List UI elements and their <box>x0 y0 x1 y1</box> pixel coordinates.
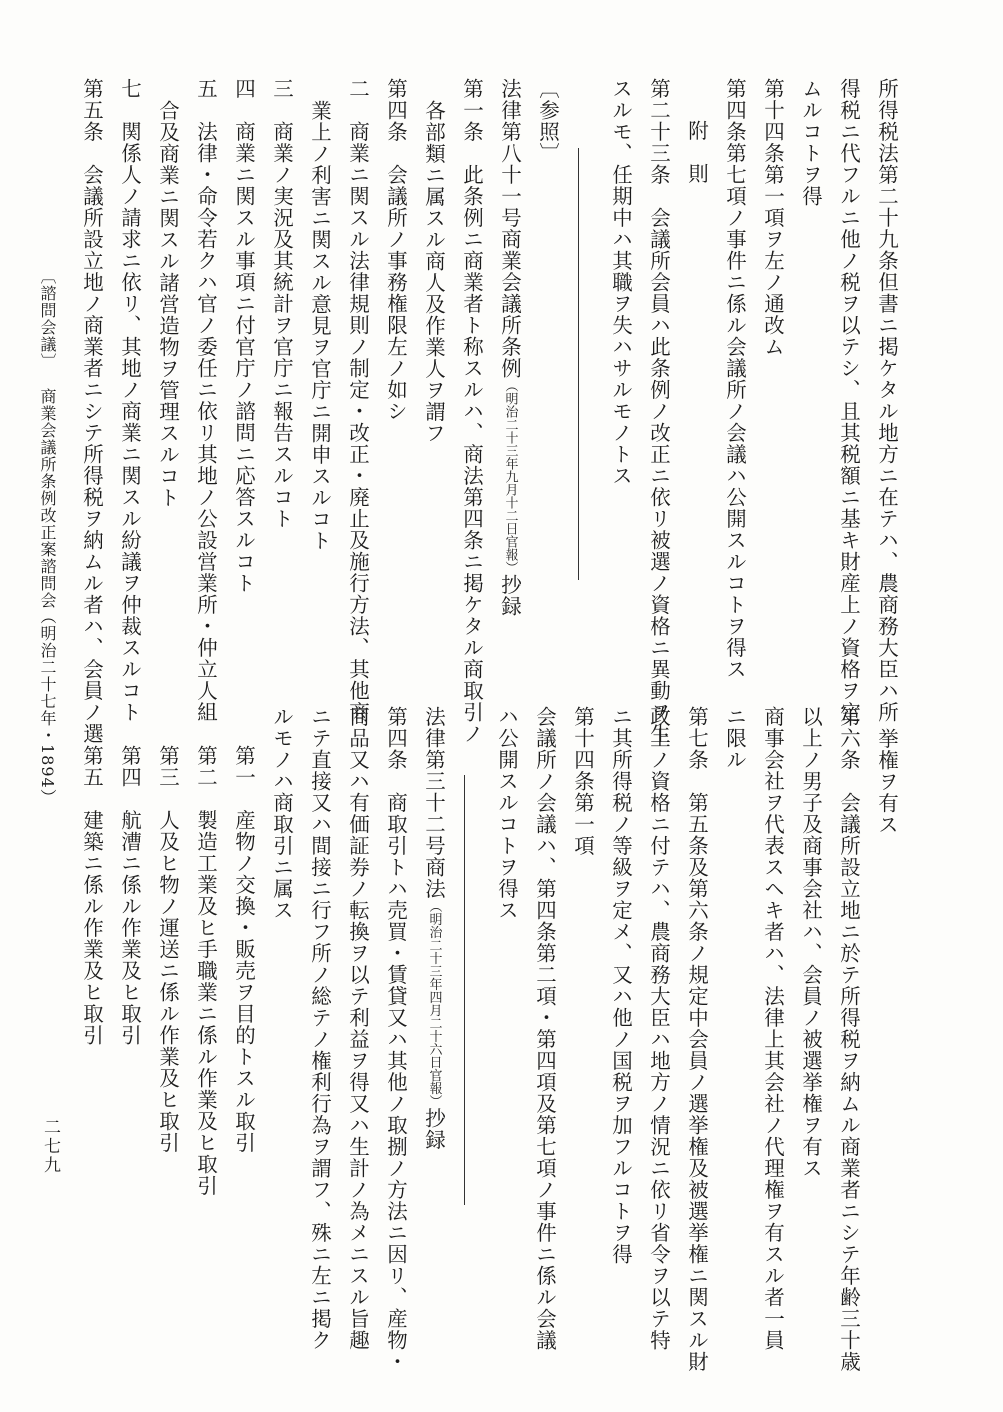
divider-rule <box>578 148 579 580</box>
text-line: 商品又ハ有価証券ノ転換ヲ以テ利益ヲ得又ハ生計ノ為メニスル旨趣 <box>345 706 370 1351</box>
text-line: ムルコトヲ得 <box>798 78 823 207</box>
header-label: 〔諮問会議〕 <box>38 268 57 370</box>
header-title: 商業会議所条例改正案諮問会 <box>38 388 57 609</box>
section-heading: 附 則 <box>684 120 709 185</box>
text-line: 第二十三条 会議所会員ハ此条例ノ改正ニ依リ被選ノ資格ニ異動ヲ生 <box>646 78 671 745</box>
text-line: 二 商業ニ関スル法律規則ノ制定・改正・廃止及施行方法、其他商 <box>345 78 370 723</box>
text-line: 第五 建築ニ係ル作業及ヒ取引 <box>79 745 104 1046</box>
text-line: 得税ニ代フルニ他ノ税ヲ以テシ、且其税額ニ基キ財産上ノ資格ヲ定 <box>836 78 861 723</box>
text-line: 第一条 此条例ニ商業者ト称スルハ、商法第四条ニ掲ケタル商取引ノ <box>459 78 484 745</box>
law-suffix: 抄録 <box>497 574 522 617</box>
text-line: ニ限ル <box>722 706 747 771</box>
text-line: 第七条 第五条及第六条ノ規定中会員ノ選挙権及被選挙権ニ関スル財 <box>684 706 709 1373</box>
text-line: 第四条 会議所ノ事務権限左ノ如シ <box>383 78 408 422</box>
text-line: 第三 人及ヒ物ノ運送ニ係ル作業及ヒ取引 <box>155 745 180 1154</box>
text-line: スルモ、任期中ハ其職ヲ失ハサルモノトス <box>608 78 633 487</box>
text-line: ニ其所得税ノ等級ヲ定メ、又ハ他ノ国税ヲ加フルコトヲ得 <box>608 706 633 1265</box>
text-line: 第四条第七項ノ事件ニ係ル会議所ノ会議ハ公開スルコトヲ得ス <box>722 78 747 680</box>
law-date: （明治二十三年九月十二日官報） <box>502 379 518 574</box>
law-date: （明治二十三年四月二十六日官報） <box>426 899 442 1108</box>
text-line: 政上ノ資格ニ付テハ、農商務大臣ハ地方ノ情況ニ依リ省令ヲ以テ特 <box>646 706 671 1351</box>
law-title-line <box>499 78 520 617</box>
text-line: ハ公開スルコトヲ得ス <box>494 706 519 921</box>
text-line: ルモノハ商取引ニ属ス <box>269 706 294 921</box>
text-line: 合及商業ニ関スル諸営造物ヲ管理スルコト <box>155 100 180 509</box>
text-line: 商事会社ヲ代表スヘキ者ハ、法律上其会社ノ代理権ヲ有スル者一員 <box>760 706 785 1351</box>
header-date: （明治二十七年・1894） <box>38 608 57 806</box>
text-line: 第四 航漕ニ係ル作業及ヒ取引 <box>117 745 142 1046</box>
text-line: 五 法律・命令若クハ官ノ委任ニ依リ其地ノ公設営業所・仲立人組 <box>193 78 218 723</box>
text-line: 七 関係人ノ請求ニ依リ、其地ノ商業ニ関スル紛議ヲ仲裁スルコト <box>117 78 142 723</box>
reference-label: 〔参照〕 <box>535 78 560 164</box>
text-line: 所得税法第二十九条但書ニ掲ケタル地方ニ在テハ、農商務大臣ハ所 <box>874 78 899 723</box>
law-title: 法律第三十二号商法 <box>421 706 446 900</box>
law-suffix: 抄録 <box>421 1107 446 1151</box>
text-line: 業上ノ利害ニ関スル意見ヲ官庁ニ開申スルコト <box>307 100 332 552</box>
text-line: 第十四条第一項 <box>570 706 595 857</box>
divider-rule <box>464 775 465 1205</box>
text-line: 三 商業ノ実況及其統計ヲ官庁ニ報告スルコト <box>269 78 294 530</box>
page-number: 二七九 <box>40 1118 60 1175</box>
text-line: 第五条 会議所設立地ノ商業者ニシテ所得税ヲ納ムル者ハ、会員ノ選 <box>79 78 104 745</box>
text-line: 第一 産物ノ交換・販売ヲ目的トスル取引 <box>231 745 256 1154</box>
text-line: ニテ直接又ハ間接ニ行フ所ノ総テノ権利行為ヲ謂フ、殊ニ左ニ掲ク <box>307 706 332 1351</box>
text-line: 挙権ヲ有ス <box>874 728 899 836</box>
text-line: 第二 製造工業及ヒ手職業ニ係ル作業及ヒ取引 <box>193 745 218 1197</box>
text-line: 第十四条第一項ヲ左ノ通改ム <box>760 78 785 358</box>
text-line: 各部類ニ属スル商人及作業人ヲ謂フ <box>421 100 446 444</box>
law-title: 法律第八十一号商業会議所条例 <box>497 78 522 379</box>
text-line: 以上ノ男子及商事会社ハ、会員ノ被選挙権ヲ有ス <box>798 706 823 1179</box>
text-line: 第六条 会議所設立地ニ於テ所得税ヲ納ムル商業者ニシテ年齢三十歳 <box>836 706 861 1373</box>
text-line: 第四条 商取引トハ売買・賃貸又ハ其他ノ取捌ノ方法ニ因リ、産物・ <box>383 706 408 1373</box>
law-title-line <box>423 706 444 1151</box>
text-line: 四 商業ニ関スル事項ニ付官庁ノ諮問ニ応答スルコト <box>231 78 256 594</box>
text-line: 会議所ノ会議ハ、第四条第二項・第四項及第七項ノ事件ニ係ル会議 <box>532 706 557 1351</box>
